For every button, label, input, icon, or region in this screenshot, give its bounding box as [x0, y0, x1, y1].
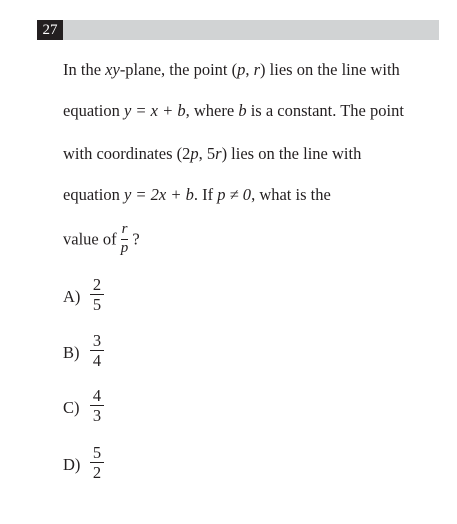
choice-numerator: 4: [92, 386, 102, 405]
choice-numerator: 2: [92, 275, 102, 294]
text-segment: is a constant. The point: [246, 101, 404, 120]
fraction-r-over-p: [121, 222, 129, 257]
choice-d-label[interactable]: D): [63, 455, 81, 474]
equation-1: y = x + b: [123, 101, 186, 120]
choice-d-fraction[interactable]: [90, 444, 104, 481]
choice-c-label[interactable]: C): [63, 398, 80, 417]
choice-denominator: 3: [92, 406, 102, 425]
var-p: p: [190, 144, 199, 163]
text-segment: with coordinates (2: [63, 144, 191, 163]
text-segment: ?: [128, 229, 140, 249]
choice-denominator: 4: [92, 351, 102, 370]
text-segment: . If: [193, 185, 218, 204]
choice-a-fraction[interactable]: [90, 276, 104, 313]
text-segment: , what is the: [251, 185, 331, 204]
choice-denominator: 5: [92, 295, 102, 314]
choice-denominator: 2: [92, 463, 102, 482]
text-segment: ) lies on the line with: [221, 144, 362, 163]
text-segment: ,: [245, 60, 254, 79]
question-line-4: [63, 185, 331, 205]
question-line-5: [63, 222, 140, 257]
question-line-1: [63, 60, 400, 80]
choice-b-label[interactable]: B): [63, 343, 80, 362]
question-line-2: [63, 101, 404, 121]
text-segment: , where: [185, 101, 239, 120]
equation-2: y = 2x + b: [123, 185, 194, 204]
question-header-bar: [37, 20, 439, 40]
text-segment: -plane, the point (: [119, 60, 238, 79]
choice-c-fraction[interactable]: [90, 387, 104, 424]
text-segment: In the: [63, 60, 106, 79]
question-line-3: [63, 144, 361, 164]
var-r: r: [253, 60, 261, 79]
var-xy: xy: [105, 60, 120, 79]
choice-a-label[interactable]: A): [63, 287, 81, 306]
fraction-denominator: p: [120, 239, 129, 256]
text-segment: value of: [63, 229, 121, 249]
fraction-numerator: r: [121, 221, 128, 237]
var-b: b: [238, 101, 247, 120]
question-number: 27: [37, 20, 63, 40]
text-segment: ) lies on the line with: [260, 60, 400, 79]
text-segment: equation: [63, 185, 124, 204]
var-p: p: [237, 60, 246, 79]
var-r: r: [215, 144, 222, 163]
choice-b-fraction[interactable]: [90, 332, 104, 369]
text-segment: equation: [63, 101, 124, 120]
text-segment: , 5: [198, 144, 216, 163]
choice-numerator: 3: [92, 331, 102, 350]
choice-numerator: 5: [92, 443, 102, 462]
condition: p ≠ 0: [217, 185, 252, 204]
